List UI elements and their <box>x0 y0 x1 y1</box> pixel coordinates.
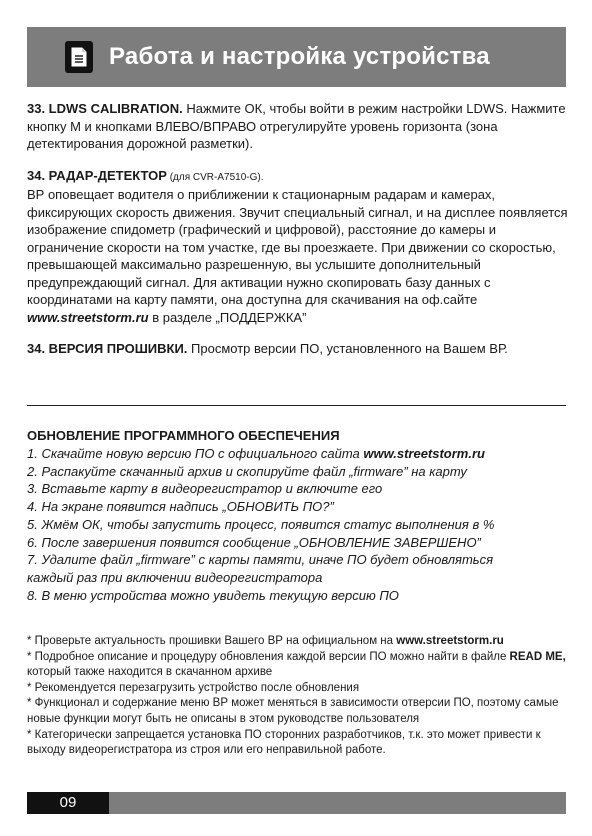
section-radar-text-end: в разделе „ПОДДЕРЖКА” <box>148 309 307 325</box>
settings-sections <box>27 100 572 372</box>
website-link[interactable]: www.streetstorm.ru <box>363 446 485 461</box>
section-radar-heading: 34. РАДАР-ДЕТЕКТОР <box>27 167 167 183</box>
section-firmware <box>27 340 572 358</box>
section-radar <box>27 167 572 327</box>
note: * Функционал и содержание меню ВР может меняться в зависимости отверсии ПО, поэтому самые новые функции могут быть не описаны в этом руководстве пользователя <box>27 697 559 725</box>
section-ldws-text: Нажмите ОК, чтобы войти в режим настройки LDWS. Нажмите кнопку М и кнопками ВЛЕВО/ВПРАВО отрегулируйте уровень горизонта (зона детектирования дорожной разметки). <box>27 101 566 151</box>
section-ldws-heading: 33. LDWS CALIBRATION. <box>27 101 183 116</box>
divider <box>27 405 566 406</box>
section-firmware-text: Просмотр версии ПО, установленного на Вашем ВР. <box>187 341 508 356</box>
section-ldws <box>27 100 572 153</box>
update-heading: ОБНОВЛЕНИЕ ПРОГРАММНОГО ОБЕСПЕЧЕНИЯ <box>27 428 340 443</box>
update-step: 1. Скачайте новую версию ПО с официального сайта www.streetstorm.ru <box>27 446 485 461</box>
document-icon <box>65 41 93 73</box>
update-step: 8. В меню устройства можно увидеть текущую версию ПО <box>27 587 399 603</box>
section-radar-note: (для CVR-A7510-G). <box>166 171 264 183</box>
notes-section <box>27 634 572 759</box>
page-number: 09 <box>27 792 109 814</box>
note: * Подробное описание и процедуру обновления каждой версии ПО можно найти в файле READ ME, который также находится в скачанном архиве <box>27 650 566 679</box>
update-step: 5. Жмём ОК, чтобы запустить процесс, появится статус выполнения в % <box>27 516 495 532</box>
note: * Категорически запрещается установка ПО сторонних разработчиков, т.к. это может привести к выходу видеорегистратора из строя или его неправильной работе. <box>27 728 541 757</box>
page-footer <box>27 792 566 814</box>
update-step: 4. На экране появится надпись „ОБНОВИТЬ ПО?” <box>27 499 334 515</box>
update-section <box>27 428 572 604</box>
page-title: Работа и настройка устройства <box>109 43 490 70</box>
section-firmware-heading: 34. ВЕРСИЯ ПРОШИВКИ. <box>27 341 188 356</box>
note: * Рекомендуется перезагрузить устройство после обновления <box>27 681 360 694</box>
readme-file: READ ME, <box>509 650 566 663</box>
update-step: 7. Удалите файл „firmware” с карты памяти, иначе ПО будет обновляться <box>27 552 494 568</box>
note: * Проверьте актуальность прошивки Вашего ВР на официальном на www.streetstorm.ru <box>27 635 504 647</box>
update-step: каждый раз при включении видеорегистратора <box>27 569 323 585</box>
website-link[interactable]: www.streetstorm.ru <box>27 309 149 325</box>
section-radar-text: ВР оповещает водителя о приближении к стационарным радарам и камерах, фиксирующих скорость движения. Звучит специальный сигнал, и на дисплее появляется изображение спидометр (графический и цифровой), расстояние до камеры и ограничение скорости на том участке, где вы проезжаете. При движении со скоростью, превышающей максимально разрешенную, вы услышите дополнительный предупреждающий сигнал. Для активации нужно скопировать базу данных с координатами на карту памяти, она доступна для скачивания на оф.сайте <box>27 187 568 307</box>
update-steps <box>27 445 572 604</box>
website-link[interactable]: www.streetstorm.ru <box>396 635 504 647</box>
update-step: 2. Распакуйте скачанный архив и скопируйте файл „firmware” на карту <box>27 463 467 479</box>
update-step: 6. После завершения появится сообщение „ОБНОВЛЕНИЕ ЗАВЕРШЕНО” <box>27 534 481 550</box>
update-step: 3. Вставьте карту в видеорегистратор и включите его <box>27 481 383 497</box>
page-header <box>27 27 566 87</box>
